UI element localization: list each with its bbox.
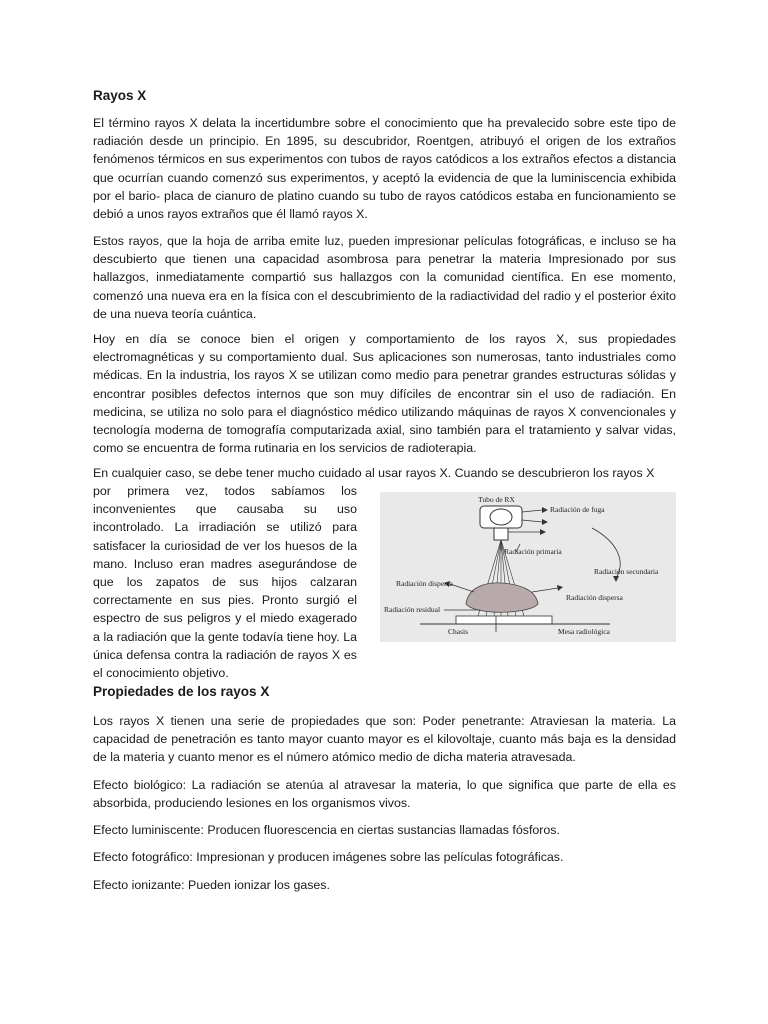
xray-radiation-diagram [380, 492, 676, 642]
paragraph-discovery: Estos rayos, que la hoja de arriba emite luz, pueden impresionar películas fotográficas, e incluso se ha descubierto que tienen una capacidad asombrosa para penetrar la materia Impresionado por sus hallazgos, inmediatamente compartió sus hallazgos con la comunidad científica. En ese momento, comenzó una nueva era en la física con el descubrimiento de la radiactividad del radio y el posterior éxito de una nueva teoría cuántica. [93, 234, 676, 321]
paragraph-penetrating-power: Los rayos X tienen una serie de propiedades que son: Poder penetrante: Atraviesan la materia. La capacidad de penetración es tanto mayor cuanto mayor es el kilovoltaje, cuanto más baja es la densidad de la materia y cuanto menor es el número atómico medio de dicha materia atravesada. [93, 714, 676, 765]
paragraph-ionizing-effect: Efecto ionizante: Pueden ionizar los gases. [93, 878, 330, 892]
label-secondary-radiation: Radiación secundaria [594, 567, 659, 576]
document-title: Rayos X [93, 88, 147, 103]
paragraph-biological-effect: Efecto biológico: La radiación se atenúa al atravesar la materia, lo que significa que parte de ella es absorbida, produciendo lesiones en los organismos vivos. [93, 778, 676, 811]
section-heading-properties: Propiedades de los rayos X [93, 684, 270, 699]
label-primary-radiation: Radiación primaria [504, 547, 562, 556]
label-xray-tube: Tubo de RX [478, 495, 515, 504]
paragraph-history: El término rayos X delata la incertidumbre sobre el conocimiento que ha prevalecido sobre este tipo de radiación desde un principio. En 1895, su descubridor, Roentgen, atribuyó el origen de los extraños fenómenos térmicos en sus experimentos con tubos de rayos catódicos a los extraños efectos a distancia que ocurrían cuando comenzó sus experimentos, y aceptó la evidencia de que la luminiscencia exhibida por el bario- placa de cianuro de platino cuando su tubo de rayos catódicos estaba en funcionamiento se debió a unos rayos extraños que él llamó rayos X. [93, 116, 676, 222]
label-residual-radiation: Radiación residual [384, 605, 441, 614]
label-chassis: Chasis [448, 627, 469, 636]
paragraph-caution-wrapped: por primera vez, todos sabíamos los inconvenientes que causaba su uso incontrolado. La irradiación se utilizó para satisfacer la curiosidad de ver los huesos de la mano. Incluso eran madres asegurándose de que los zapatos de sus hijos calzaran correctamente en sus pies. Pronto surgió el espectro de sus peligros y el miedo exagerado a la radiación que la gente todavía tiene hoy. La única defensa contra la radiación de rayos X es el conocimiento objetivo. [93, 484, 357, 681]
paragraph-applications: Hoy en día se conoce bien el origen y comportamiento de los rayos X, sus propiedades electromagnéticas y su comportamiento dual. Sus aplicaciones son numerosas, tanto industriales como médicas. En la industria, los rayos X se utilizan como medio para penetrar grandes estructuras sólidas y encontrar posibles defectos internos que son muy difíciles de encontrar sin el uso de radiación. En medicina, se utiliza no solo para el diagnóstico médico utilizando máquinas de rayos X convencionales y tecnología moderna de tomografía computarizada axial, sino también para el tratamiento y salvar vidas, como se encuentra de forma rutinaria en los servicios de radioterapia. [93, 332, 676, 456]
label-leak-radiation: Radiación de fuga [550, 505, 605, 514]
paragraph-luminescent-effect: Efecto luminiscente: Producen fluorescencia en ciertas sustancias llamadas fósforos. [93, 823, 560, 837]
paragraph-photographic-effect: Efecto fotográfico: Impresionan y producen imágenes sobre las películas fotográficas. [93, 850, 564, 864]
diagram-canvas [380, 492, 676, 642]
chassis [456, 616, 552, 624]
xray-tube-bulb [490, 509, 512, 525]
label-scatter-radiation-right: Radiación dispersa [566, 593, 623, 602]
label-radiology-table: Mesa radiológica [558, 627, 610, 636]
label-scatter-radiation-left: Radiación dispersa [396, 579, 453, 588]
xray-collimator [494, 528, 508, 540]
paragraph-caution-first-line: En cualquier caso, se debe tener mucho cuidado al usar rayos X. Cuando se descubrieron los rayos X [93, 466, 655, 480]
